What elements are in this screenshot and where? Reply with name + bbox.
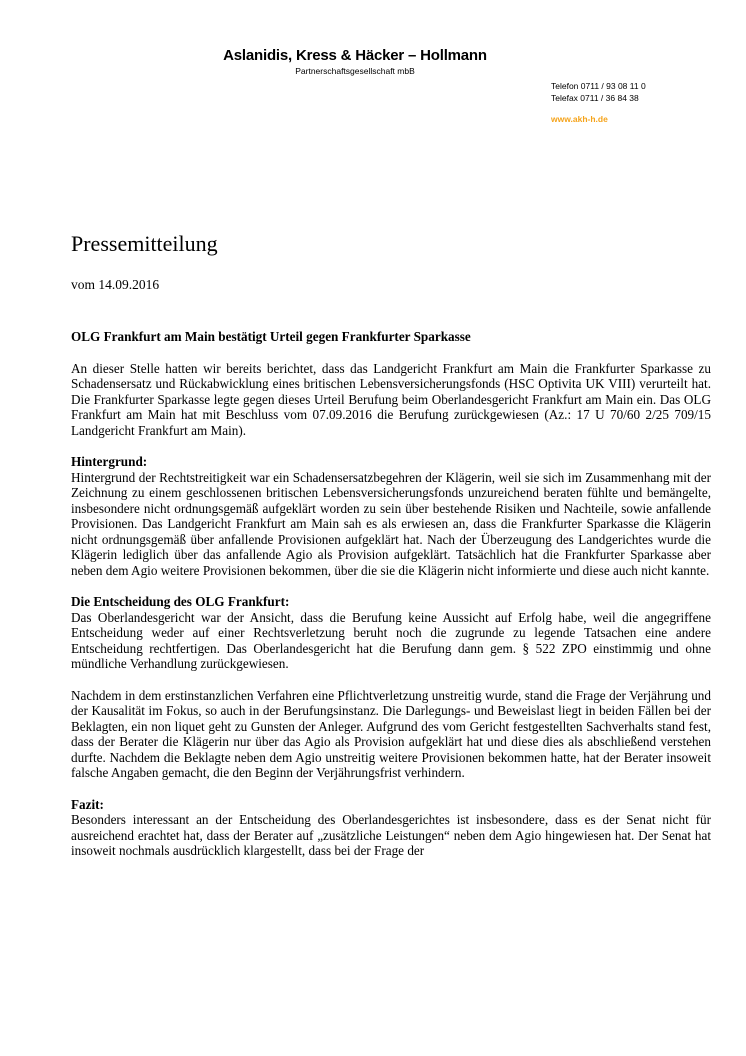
section-paragraph: Besonders interessant an der Entscheidung des Oberlandesgerichtes ist insbesondere, dass es der Senat nicht für ausreichend erachtet hat, dass der Berater auf „zusätzliche Leistungen“ neben dem Agio hingewiesen hat. Der Senat hat insoweit nochmals ausdrücklich klargestellt, dass bei der Frage der [71, 812, 711, 858]
section-paragraph: Hintergrund der Rechtstreitigkeit war ein Schadensersatzbegehren der Klägerin, weil sie sich im Zusammenhang mit der Zeichnung zu einem geschlossenen britischen Lebensversicherungsfonds unzureichend beraten fühlte und bemängelte, insbesondere nicht ordnungsgemäß aufgeklärt worden zu sein über bestehende Risiken und Nachteile, sowie anfallende Provisionen. Das Landgericht Frankfurt am Main sah es als erwiesen an, dass die Frankfurter Sparkasse die Klägerin nicht ordnungsgemäß über anfallende Provisionen aufgeklärt hat. Nach der Überzeugung des Landgerichtes wurde die Klägerin lediglich über das anfallende Agio als Provision aufgeklärt. Tatsächlich hat die Frankfurter Sparkasse aber neben dem Agio weitere Provisionen bekommen, über die sie die Klägerin nicht informierte und diese auch nicht kannte. [71, 469, 711, 578]
press-headline: OLG Frankfurt am Main bestätigt Urteil gegen Frankfurter Sparkasse [71, 329, 471, 344]
document-date: vom 14.09.2016 [71, 277, 160, 292]
intro-paragraph: An dieser Stelle hatten wir bereits berichtet, dass das Landgericht Frankfurt am Main die Frankfurter Sparkasse zu Schadensersatz und Rückabwicklung eines britischen Lebensversicherungsfonds (HSC Optivita UK VIII) verurteilt hat. Die Frankfurter Sparkasse legte gegen dieses Urteil Berufung beim Oberlandesgericht Frankfurt am Main ein. Das OLG Frankfurt am Main hat mit Beschluss vom 07.09.2016 die Berufung zurückgewiesen (Az.: 17 U 70/60 2/25 709/15 Landgericht Frankfurt am Main). [71, 360, 711, 438]
section-heading: Die Entscheidung des OLG Frankfurt: [71, 594, 290, 609]
section-entscheidung [71, 594, 711, 672]
section-hintergrund [71, 454, 711, 578]
document-body [71, 329, 711, 875]
section-fazit [71, 797, 711, 859]
fax-number: Telefax 0711 / 36 84 38 [551, 93, 639, 103]
phone-number: Telefon 0711 / 93 08 11 0 [551, 81, 646, 91]
section-heading: Hintergrund: [71, 454, 148, 469]
section-heading: Fazit: [71, 796, 104, 812]
firm-type: Partnerschaftsgesellschaft mbB [295, 66, 415, 76]
contact-block [551, 80, 646, 104]
section-paragraph: Nachdem in dem erstinstanzlichen Verfahren eine Pflichtverletzung unstreitig wurde, stand die Frage der Verjährung und der Kausalität im Fokus, so auch in der Berufungsinstanz. Die Darlegungs- und Beweislast liegt in beiden Fällen bei der Beklagten, ein non liquet geht zu Gunsten der Anleger. Aufgrund des vom Gericht festgestellten Sachverhalts stand fest, dass der Berater die Klägerin nur über das Agio als Provision aufgeklärt hat und diese dies als abschließend verstehen durfte. Nachdem die Beklagte neben dem Agio unstreitig weitere Provisionen bekommen hatte, hat der Berater insoweit falsche Angaben gemacht, die den Beginn der Verjährungsfrist verhindern. [71, 687, 711, 780]
section-paragraph: Das Oberlandesgericht war der Ansicht, dass die Berufung keine Aussicht auf Erfolg habe, weil die angegriffene Entscheidung weder auf einer Rechtsverletzung beruht noch die zugrunde zu legende Tatsachen eine andere Entscheidung rechtfertigen. Das Oberlandesgericht hat die Berufung dann gem. § 522 ZPO einstimmig und ohne mündliche Verhandlung zurückgewiesen. [71, 609, 711, 671]
firm-name: Aslanidis, Kress & Häcker – Hollmann [223, 47, 487, 64]
document-title: Pressemitteilung [71, 231, 218, 256]
website-link[interactable]: www.akh-h.de [551, 114, 608, 124]
